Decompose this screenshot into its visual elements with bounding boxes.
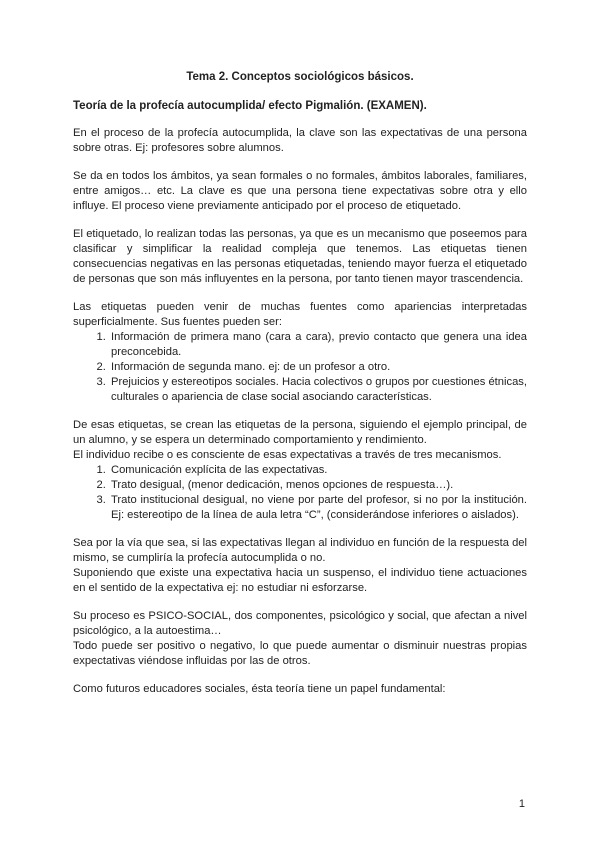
section-heading: Teoría de la profecía autocumplida/ efecto Pigmalión. (EXAMEN). (73, 100, 427, 112)
list-item: 2. Trato desigual, (menor dedicación, menos opciones de respuesta…). (109, 478, 527, 493)
page-title: Tema 2. Conceptos sociológicos básicos. (186, 71, 414, 83)
list-item: 1. Información de primera mano (cara a cara), previo contacto que genera una idea preconcebida. (109, 330, 527, 360)
paragraph-2: Se da en todos los ámbitos, ya sean formales o no formales, ámbitos laborales, familiares, entre amigos… etc. La clave es que una persona tiene expectativas sobre otra y ello influye. El proceso viene previamente anticipado por el proceso de etiquetado. (73, 170, 527, 212)
list-item: 3. Trato institucional desigual, no viene por parte del profesor, si no por la institución. Ej: estereotipo de la línea de aula letra “C”, (considerándose inferiores o aislados). (109, 493, 527, 523)
list-item: 2. Información de segunda mano. ej: de un profesor a otro. (109, 360, 527, 375)
paragraph-5: De esas etiquetas, se crean las etiquetas de la persona, siguiendo el ejemplo principal, de un alumno, y se espera un determinado comportamiento y rendimiento. (73, 419, 527, 446)
paragraph-10: Todo puede ser positivo o negativo, lo que puede aumentar o disminuir nuestras propias expectativas viéndose influidas por las de otros. (73, 640, 527, 667)
paragraph-6: El individuo recibe o es consciente de esas expectativas a través de tres mecanismos. (73, 449, 502, 461)
mechanisms-list (73, 463, 527, 523)
list-item: 1. Comunicación explícita de las expectativas. (109, 463, 527, 478)
paragraph-7: Sea por la vía que sea, si las expectativas llegan al individuo en función de la respuesta del mismo, se cumpliría la profecía autocumplida o no. (73, 537, 527, 564)
paragraph-8: Suponiendo que existe una expectativa hacia un suspenso, el individuo tiene actuaciones en el sentido de la expectativa ej: no estudiar ni esforzarse. (73, 567, 527, 594)
paragraph-1: En el proceso de la profecía autocumplida, la clave son las expectativas de una persona sobre otras. Ej: profesores sobre alumnos. (73, 127, 527, 154)
list-item: 3. Prejuicios y estereotipos sociales. Hacia colectivos o grupos por cuestiones étnicas, culturales o apariencia de clase social asociando características. (109, 375, 527, 405)
paragraph-4: Las etiquetas pueden venir de muchas fuentes como apariencias interpretadas superficialmente. Sus fuentes pueden ser: (73, 301, 527, 328)
page-number: 1 (518, 798, 525, 810)
label-sources-list (73, 330, 527, 405)
document-body (73, 70, 527, 710)
paragraph-11: Como futuros educadores sociales, ésta teoría tiene un papel fundamental: (73, 683, 446, 695)
paragraph-9: Su proceso es PSICO-SOCIAL, dos componentes, psicológico y social, que afectan a nivel psicológico, a la autoestima… (73, 610, 527, 637)
paragraph-3: El etiquetado, lo realizan todas las personas, ya que es un mecanismo que poseemos para clasificar y simplificar la realidad compleja que tenemos. Las etiquetas tienen consecuencias negativas en las personas etiquetadas, teniendo mayor fuerza el etiquetado de personas que son más influyentes en la persona, por tanto tienen mayor trascendencia. (73, 228, 527, 285)
